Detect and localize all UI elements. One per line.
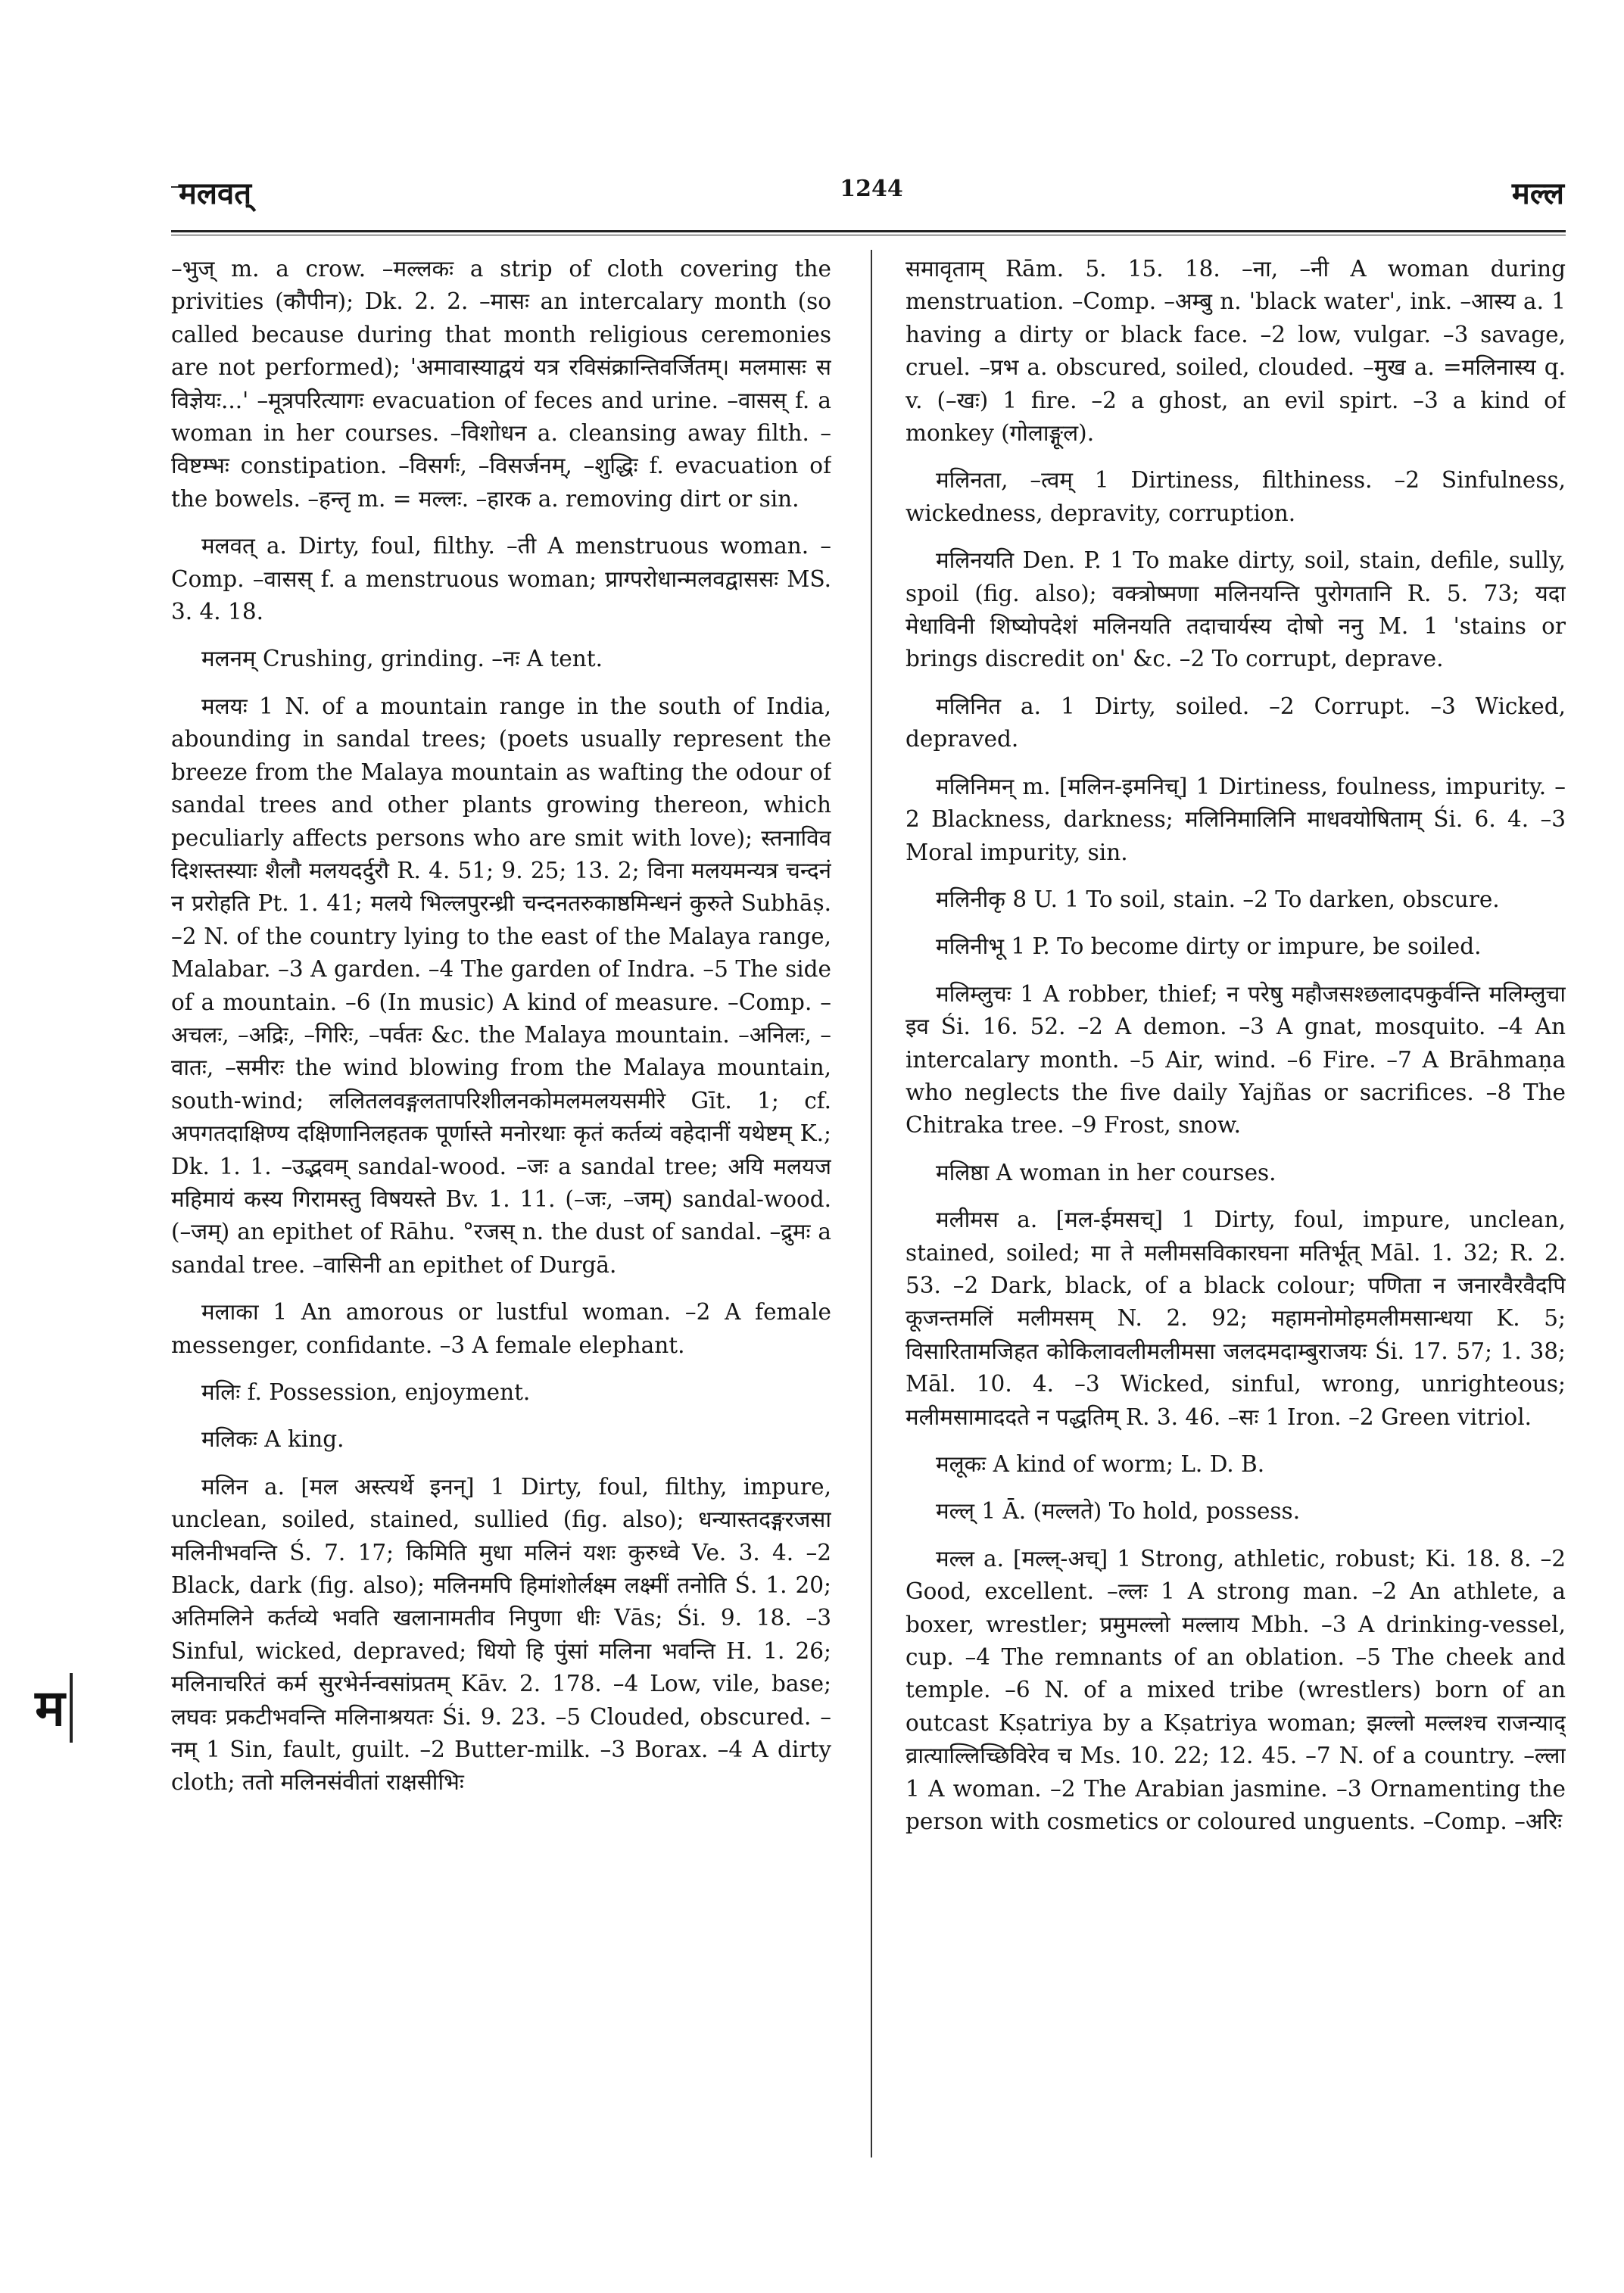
entry-malanam: मलनम् Crushing, grinding. –नः A tent. — [201, 646, 603, 672]
header-rule — [171, 230, 1566, 235]
entry-mali: मलिः f. Possession, enjoyment. — [201, 1379, 531, 1405]
entry-malinikri: मलिनीकृ 8 U. 1 To soil, stain. –2 To darken, obscure. — [936, 886, 1500, 912]
entry-malinayati: मलिनयति Den. P. 1 To make dirty, soil, stain, defile, sully, spoil (fig. also); वक्त्रोष्मणा मलिनयन्ति पुरोगतानि R. 5. 73; यदा मेधाविनी शिष्योपदेशं मलिनयति तदाचार्यस्य दोषो ननु M. 1 'stains or brings discredit on' &c. –2 To corrupt, deprave. — [906, 547, 1566, 672]
entry-malla: मल्ल a. [मल्ल्-अच्] 1 Strong, athletic, robust; Ki. 18. 8. –2 Good, excellent. –ल्लः 1 A strong man. –2 An athlete, a boxer, wrestler; प्रमुमल्लो मल्लाय Mbh. –3 A drinking-vessel, cup. –4 The remnants of an oblation. –5 The cheek and temple. –6 N. of a mixed tribe (wrestlers) born of an outcast Kṣatriya by a Kṣatriya woman; झल्लो मल्लश्च राजन्याद् व्रात्याल्लिच्छिविरेव च Ms. 10. 22; 12. 45. –7 N. of a country. –ल्ला 1 A woman. –2 The Arabian jasmine. –3 Ornamenting the person with cosmetics or coloured unguents. –Comp. –अरिः — [906, 1545, 1566, 1835]
header-right-guide-word: मल्ल — [1511, 176, 1564, 211]
entry-malinata: मलिनता, –त्वम् 1 Dirtiness, filthiness. –2 Sinfulness, wickedness, depravity, corruption. — [906, 467, 1566, 526]
entry-malaka: मलाका 1 An amorous or lustful woman. –2 A female messenger, confidante. –3 A female elephant. — [171, 1299, 831, 1358]
entry-malimasa: मलीमस a. [मल-ईमसच्] 1 Dirty, foul, impure, unclean, stained, soiled; मा ते मलीमसविकारघना मतिर्भूत् Māl. 1. 32; R. 2. 53. –2 Dark, black, of a black colour; पणिता न जनारवैरवैदपि कूजन्तमलिं मलीमसम् N. 2. 92; महामनोमोहमलीमसान्धया K. 5; विसारितामजिहत कोकिलावलीमलीमसा जलदमदाम्बुराजयः Śi. 17. 57; 1. 38; Māl. 10. 4. –3 Wicked, sinful, wrong, unrighteous; मलीमसामाददते न पद्धतिम् R. 3. 46. –सः 1 Iron. –2 Green vitriol. — [906, 1207, 1566, 1430]
entry-malinita: मलिनित a. 1 Dirty, soiled. –2 Corrupt. –3 Wicked, depraved. — [906, 693, 1566, 752]
entry-malimlucha: मलिम्लुचः 1 A robber, thief; न परेषु महौजसश्छलादपकुर्वन्ति मलिम्लुचा इव Śi. 16. 52. –2 A demon. –3 A gnat, mosquito. –4 An intercalary month. –5 Air, wind. –6 Fire. –7 A Brāhmaṇa who neglects the five daily Yajñas or sacrifices. –8 The Chitraka tree. –9 Frost, snow. — [906, 980, 1566, 1139]
entry-mall-verb: मल्ल् 1 Ā. (मल्लते) To hold, possess. — [936, 1498, 1301, 1525]
entry-malavat: मलवत् a. Dirty, foul, filthy. –ती A menstruous woman. –Comp. –वासस् f. a menstruous woman; प्राग्परोधान्मलवद्वाससः MS. 3. 4. 18. — [171, 533, 831, 625]
entry-malina: मलिन a. [मल अस्त्यर्थे इनन्] 1 Dirty, foul, filthy, impure, unclean, soiled, stained, sullied (fig. also); धन्यास्तदङ्गरजसा मलिनीभवन्ति Ś. 7. 17; किमिति मुधा मलिनं यशः कुरुध्वे Ve. 3. 4. –2 Black, dark (fig. also); मलिनमपि हिमांशोर्लक्ष्म लक्ष्मीं तनोति Ś. 1. 20; अतिमलिने कर्तव्ये भवति खलानामतीव निपुणा धीः Vās; Śi. 9. 18. –3 Sinful, wicked, depraved; धियो हि पुंसां मलिना भवन्ति H. 1. 26; मलिनाचरितं कर्म सुरभेर्नन्वसांप्रतम् Kāv. 2. 178. –4 Low, vile, base; लघवः प्रकटीभवन्ति मलिनाश्रयतः Śi. 9. 23. –5 Clouded, obscured. –नम् 1 Sin, fault, guilt. –2 Butter-milk. –3 Borax. –4 A dirty cloth; ततो मलिनसंवीतां राक्षसीभिः — [171, 1473, 831, 1796]
entry-maluka: मलूकः A kind of worm; L. D. B. — [936, 1451, 1265, 1477]
left-column — [171, 253, 831, 2145]
entry-continuation: –भुज् m. a crow. –मल्लकः a strip of cloth covering the privities (कौपीन); Dk. 2. 2. –मासः an intercalary month (so called because during that month religious ceremonies are not performed); 'अमावास्याद्वयं यत्र रविसंक्रान्तिवर्जितम्। मलमासः स विज्ञेयः...' –मूत्रपरित्यागः evacuation of feces and urine. –वासस् f. a woman in her courses. –विशोधन a. cleansing away filth. –विष्टम्भः constipation. –विसर्गः, –विसर्जनम्, –शुद्धिः f. evacuation of the bowels. –हन्तृ m. = मल्लः. –हारक a. removing dirt or sin. — [171, 256, 831, 512]
entry-continuation: समावृताम् Rām. 5. 15. 18. –ना, –नी A woman during menstruation. –Comp. –अम्बु n. 'black water', ink. –आस्य a. 1 having a dirty or black face. –2 low, vulgar. –3 savage, cruel. –प्रभ a. obscured, soiled, clouded. –मुख a. =मलिनास्य q. v. (–खः) 1 fire. –2 a ghost, an evil spirt. –3 a kind of monkey (गोलाङ्गूल). — [906, 256, 1566, 447]
entry-malaya: मलयः 1 N. of a mountain range in the south of India, abounding in sandal trees; (poets usually represent the breeze from the Malaya mountain as wafting the odour of sandal trees and other plants growing thereon, which peculiarly affects persons who are smit with love); स्तनाविव दिशस्तस्याः शैलौ मलयदर्दुरौ R. 4. 51; 9. 25; 13. 2; विना मलयमन्यत्र चन्दनं न प्ररोहति Pt. 1. 41; मलये भिल्लपुरन्ध्री चन्दनतरुकाष्ठमिन्धनं कुरुते Subhāṣ. –2 N. of the country lying to the east of the Malaya range, Malabar. –3 A garden. –4 The garden of Indra. –5 The side of a mountain. –6 (In music) A kind of measure. –Comp. –अचलः, –अद्रिः, –गिरिः, –पर्वतः &c. the Malaya mountain. –अनिलः, –वातः, –समीरः the wind blowing from the Malaya mountain, south-wind; ललितलवङ्गलतापरिशीलनकोमलमलयसमीरे Gīt. 1; cf. अपगतदाक्षिण्य दक्षिणानिलहतक पूर्णास्ते मनोरथाः कृतं कर्तव्यं वहेदानीं यथेष्टम् K.; Dk. 1. 1. –उद्भवम् sandal-wood. –जः a sandal tree; अयि मलयज महिमायं कस्य गिरामस्तु विषयस्ते Bv. 1. 11. (–जः, –जम्) sandal-wood. (–जम्) an epithet of Rāhu. °रजस् n. the dust of sandal. –द्रुमः a sandal tree. –वासिनी an epithet of Durgā. — [171, 693, 831, 1278]
entry-malinibhu: मलिनीभू 1 P. To become dirty or impure, be soiled. — [936, 933, 1482, 960]
entry-malishtha: मलिष्ठा A woman in her courses. — [936, 1159, 1276, 1185]
entry-malika: मलिकः A king. — [201, 1426, 344, 1453]
column-divider — [871, 250, 872, 2157]
page-number: 1244 — [840, 176, 903, 202]
page-header — [179, 171, 1564, 220]
right-column — [906, 253, 1566, 2145]
thumb-index-marker: म — [30, 1673, 73, 1743]
entry-maliniman: मलिनिमन् m. [मलिन-इमनिच्] 1 Dirtiness, foulness, impurity. –2 Blackness, darkness; मलिनिमालिनि माधवयोषिताम् Śi. 6. 4. –3 Moral impurity, sin. — [906, 773, 1566, 865]
header-left-guide-word: मलवत् — [179, 176, 252, 211]
